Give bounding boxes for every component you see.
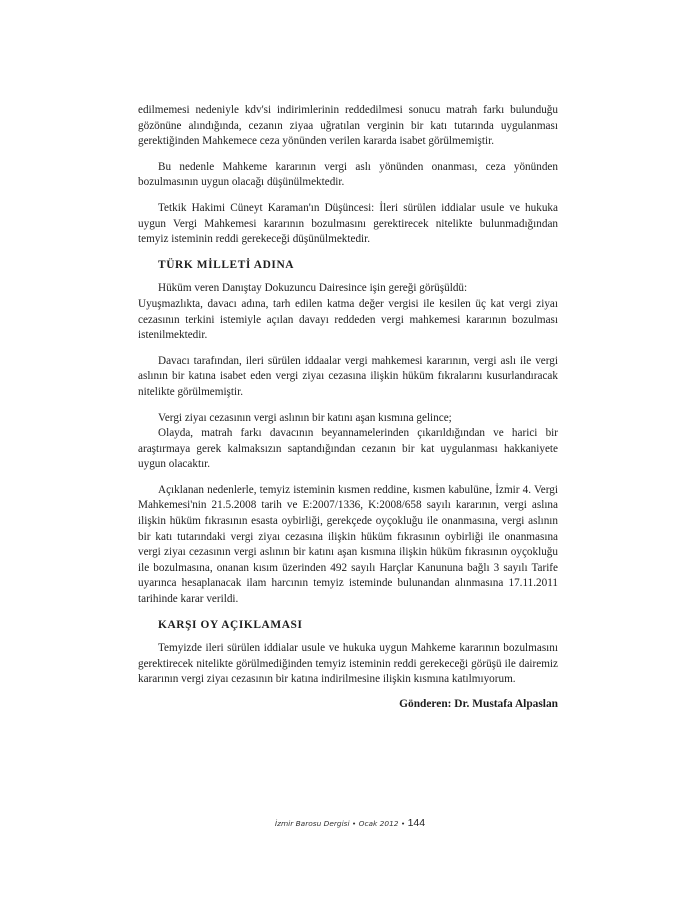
paragraph-decision-summary: Bu nedenle Mahkeme kararının vergi aslı yönünden onanması, ceza yönünden bozulmasının uygun olacağı düşünülmektedir. (138, 160, 558, 189)
paragraph-continuation: edilmemesi nedeniyle kdv'si indirimlerinin reddedilmesi sonucu matrah farkı bulunduğu gözönüne alındığında, cezanın ziyaa uğratılan verginin bir katı tutarında uygulanması gerektiğinden Mahkemece ceza yönünden verilen kararda isabet görülmemiştir. (138, 104, 558, 148)
footer-journal: İzmir Barosu Dergisi (274, 819, 350, 828)
document-body (138, 103, 558, 713)
section-heading-dissent: KARŞI OY AÇIKLAMASI (158, 618, 303, 631)
paragraph-judge-opinion: Tetkik Hakimi Cüneyt Karaman'ın Düşüncesi: İleri sürülen iddialar usule ve hukuka uygun Vergi Mahkemesi kararının bozulmasını gerektirecek nitelikte bulunmadığından temyiz isteminin reddi gerekeceği düşünülmektedir. (138, 201, 558, 246)
footer-separator: • (349, 819, 359, 828)
paragraph-case-facts: Olayda, matrah farkı davacının beyannamelerinden çıkarıldığından ve harici bir araştırmaya gerek kalmaksızın saptandığından cezanın bir kat uygulanması hakkaniyete uygun olacaktır. (138, 427, 558, 471)
section-heading-turk-milleti: TÜRK MİLLETİ ADINA (158, 258, 295, 271)
page-number: 144 (407, 817, 426, 829)
paragraph-dispute: Uyuşmazlıkta, davacı adına, tarh edilen katma değer vergisi ile kesilen üç kat vergi ziyaı cezasının terkini istemiyle açılan davayı reddeden vergi mahkemesi kararının bozulması istenilmektedir. (138, 297, 558, 342)
footer-date: Ocak 2012 (358, 819, 399, 828)
paragraph-ruling: Açıklanan nedenlerle, temyiz isteminin kısmen reddine, kısmen kabulüne, İzmir 4. Vergi Mahkemesi'nin 21.5.2008 tarih ve E:2007/1336, K:2008/658 sayılı kararının, vergi aslına ilişkin hüküm fıkrasının esasta oybirliği, gerekçede oyçokluğu ile onanmasına, vergi aslının bir katı tutarındaki vergi ziyaı cezasına ilişkin hüküm fıkrasının oybirliği ile onanmasına vergi ziyaı cezasının vergi aslının bir katını aşan kısmına ilişkin hüküm fıkrasının oyçokluğu ile bozulmasına, onanan kısım üzerinden 492 sayılı Harçlar Kanununa bağlı 3 sayılı Tarife uyarınca hesaplanacak ilam harcının temyiz isteminde bulunandan alınmasına 17.11.2011 tarihinde karar verildi. (138, 483, 558, 606)
page-footer (0, 817, 700, 829)
paragraph-dissent: Temyizde ileri sürülen iddialar usule ve hukuka uygun Mahkeme kararının bozulmasını gerektirecek nitelikte görülmediğinden temyiz isteminin reddi gerekeceği görüşü ile dairemiz kararının vergi ziyaı cezasının bir katına indirilmesine ilişkin kısmına katılmıyorum. (138, 642, 558, 686)
signature: Gönderen: Dr. Mustafa Alpaslan (399, 698, 558, 710)
paragraph-court-intro: Hüküm veren Danıştay Dokuzuncu Dairesince işin gereği görüşüldü: (158, 282, 468, 295)
footer-separator: • (398, 819, 408, 828)
paragraph-claims: Davacı tarafından, ileri sürülen iddaalar vergi mahkemesi kararının, vergi aslı ile vergi aslının bir katına isabet eden vergi ziyaı cezasına ilişkin hüküm fıkralarını kusurlandıracak nitelikte görülmemiştir. (138, 354, 558, 398)
paragraph-penalty-intro: Vergi ziyaı cezasının vergi aslının bir katını aşan kısmına gelince; (158, 411, 452, 424)
